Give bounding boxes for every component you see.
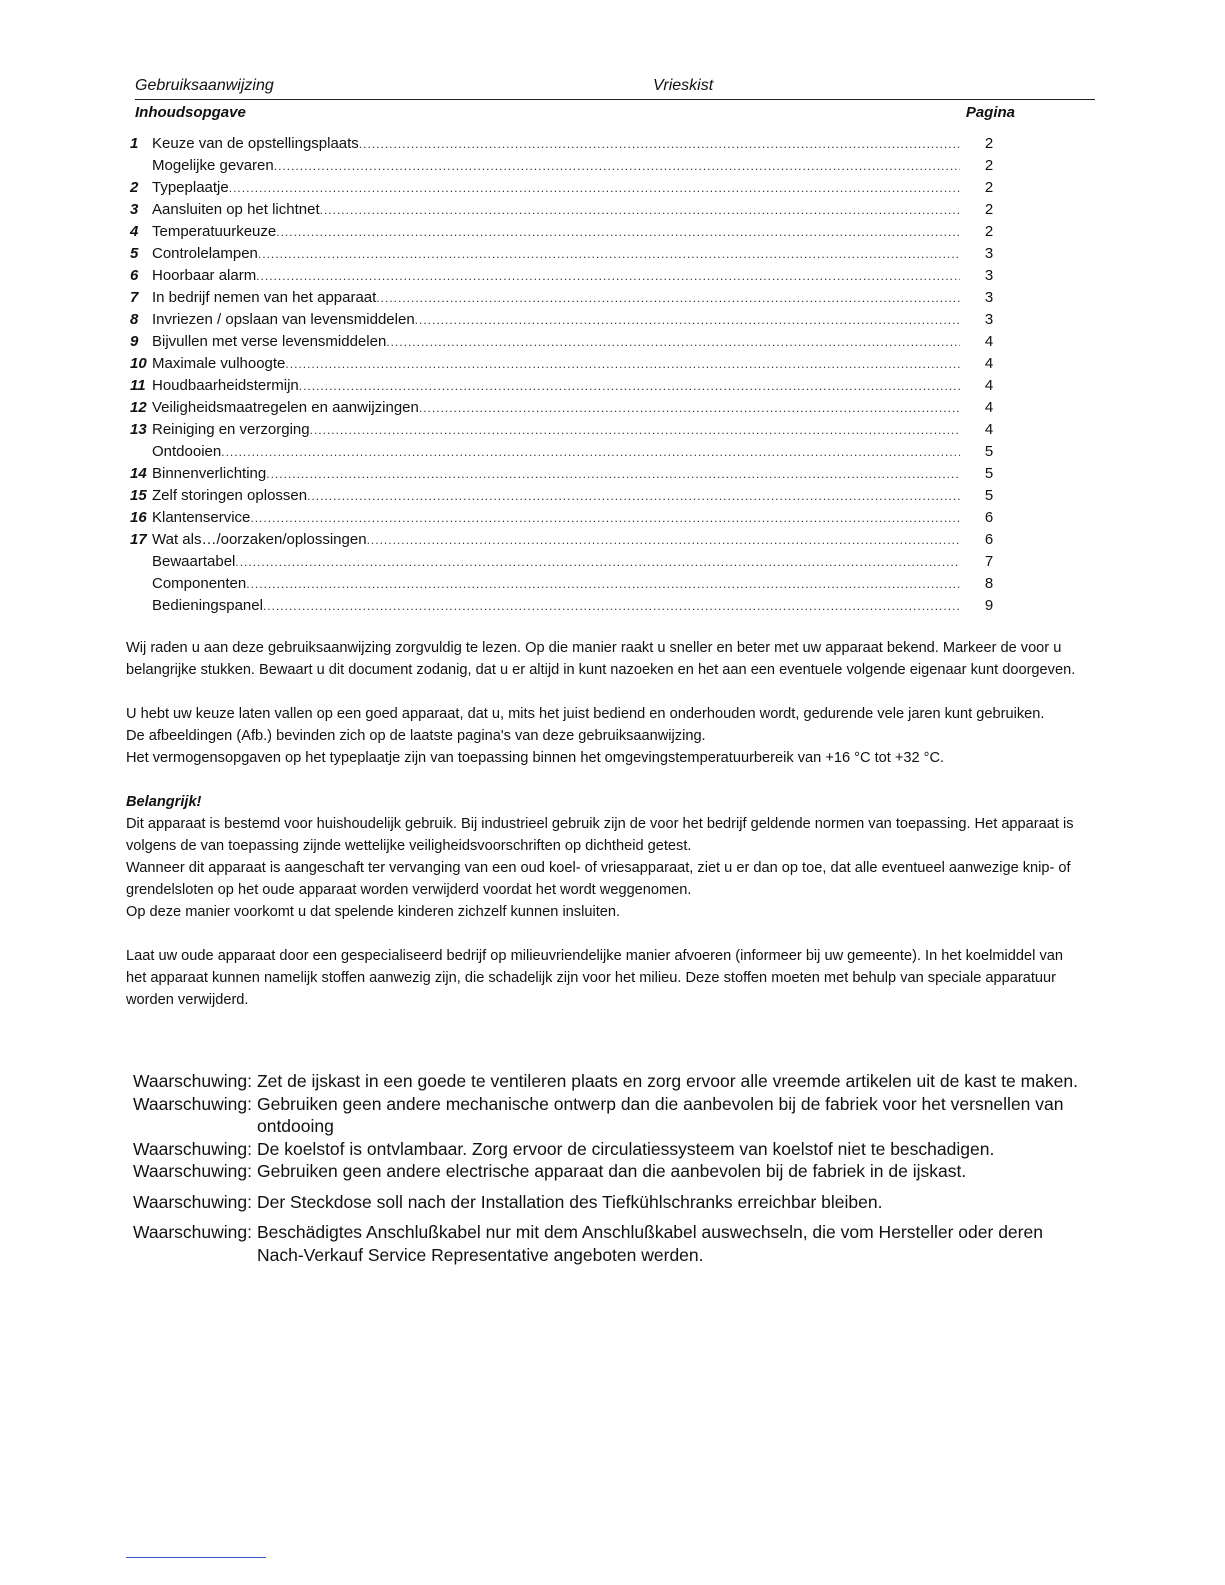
warning-text: Gebruiken geen andere mechanische ontwerp dan die aanbevolen bij de fabriek voor het versnellen van ontdooing — [256, 1093, 1064, 1136]
toc-dot-leader — [274, 159, 960, 173]
toc-dot-leader — [307, 489, 960, 503]
toc-dot-leader — [229, 181, 960, 195]
toc-dot-leader — [367, 533, 960, 547]
toc-dot-leader — [276, 225, 960, 239]
footnote-rule — [126, 1557, 266, 1558]
toc-entry-title: Invriezen / opslaan van levensmiddelen — [152, 311, 415, 328]
toc-entry-title: Componenten — [152, 575, 247, 592]
toc-entry — [130, 531, 1010, 553]
warning-item — [133, 1221, 1083, 1266]
toc-entry-page: 8 — [984, 575, 994, 592]
warning-text: Der Steckdose soll nach der Installation des Tiefkühlschranks erreichbar bleiben. — [256, 1191, 883, 1212]
toc-entry-title: Klantenservice — [152, 509, 251, 526]
toc-entry-page: 2 — [984, 179, 994, 196]
toc-entry-page: 5 — [984, 465, 994, 482]
toc-dot-leader — [359, 137, 960, 151]
toc-dot-leader — [320, 203, 960, 217]
header-product: Vrieskist — [653, 77, 714, 94]
toc-entry — [130, 311, 1010, 333]
toc-entry-page: 4 — [984, 355, 994, 372]
warning-label: Waarschuwing: — [133, 1071, 252, 1091]
product-sentence: U hebt uw keuze laten vallen op een goed apparaat, dat u, mits het juist bediend en onderhouden wordt, gedurende vele jaren kunt gebruiken. — [126, 706, 1045, 722]
toc-entry-title: Controlelampen — [152, 245, 258, 262]
toc-entry-title: Bewaartabel — [152, 553, 236, 570]
toc-entry-title: Maximale vulhoogte — [152, 355, 286, 372]
toc-dot-leader — [235, 555, 960, 569]
toc-entry-title: Reiniging en verzorging — [152, 421, 310, 438]
warning-item — [133, 1191, 1083, 1214]
toc-entry-page: 2 — [984, 223, 994, 240]
toc-entry-number: 5 — [130, 245, 139, 262]
warning-label: Waarschuwing: — [133, 1191, 252, 1212]
toc-entry-number: 3 — [130, 201, 139, 218]
toc-entry-number: 13 — [130, 421, 147, 438]
household-use-text: Dit apparaat is bestemd voor huishoudelijk gebruik. Bij industrieel gebruik zijn de voor het bedrijf geldende normen van toepassing. Het apparaat is volgens de van toepassing zijnde wettelijke veiligheidsvoorschriften op dichtheid getest. — [126, 816, 1074, 854]
page-header — [135, 77, 1095, 100]
toc-entry — [130, 465, 1010, 487]
toc-entry-title: Ontdooien — [152, 443, 222, 460]
toc-entry-page: 4 — [984, 421, 994, 438]
toc-entry — [130, 509, 1010, 531]
toc-entry-title: Typeplaatje — [152, 179, 229, 196]
toc-entry-page: 3 — [984, 289, 994, 306]
warning-text: Zet de ijskast in een goede te ventileren plaats en zorg ervoor alle vreemde artikelen uit de kast te maken. — [256, 1071, 1078, 1091]
toc-entry-number: 11 — [130, 377, 146, 394]
warning-text: Gebruiken geen andere electrische apparaat dan die aanbevolen bij de fabriek in de ijskast. — [256, 1161, 967, 1181]
toc-entry-title: Veiligheidsmaatregelen en aanwijzingen — [152, 399, 419, 416]
toc-entry — [130, 399, 1010, 421]
toc-entry-page: 7 — [984, 553, 994, 570]
warning-label: Waarschuwing: — [133, 1093, 252, 1114]
toc-entry-page: 9 — [984, 597, 994, 614]
warning-item — [133, 1093, 1083, 1138]
toc-entry — [130, 553, 1010, 575]
table-of-contents — [130, 135, 1010, 619]
toc-entry-page: 5 — [984, 487, 994, 504]
toc-dot-leader — [386, 335, 960, 349]
toc-entry-title: Mogelijke gevaren — [152, 157, 274, 174]
toc-dot-leader — [246, 577, 960, 591]
toc-entry — [130, 443, 1010, 465]
toc-dot-leader — [285, 357, 960, 371]
toc-dot-leader — [376, 291, 960, 305]
warning-label: Waarschuwing: — [133, 1161, 252, 1181]
toc-entry-page: 4 — [984, 333, 994, 350]
toc-entry-page: 4 — [984, 377, 994, 394]
warnings-section — [133, 1070, 1083, 1266]
toc-entry — [130, 421, 1010, 443]
toc-dot-leader — [258, 247, 960, 261]
toc-dot-leader — [299, 379, 960, 393]
toc-dot-leader — [250, 511, 960, 525]
toc-entry-title: Bijvullen met verse levensmiddelen — [152, 333, 387, 350]
toc-entry-title: Keuze van de opstellingsplaats — [152, 135, 359, 152]
toc-entry — [130, 377, 1010, 399]
toc-entry-page: 3 — [984, 245, 994, 262]
toc-entry-number: 2 — [130, 179, 139, 196]
toc-entry-number: 15 — [130, 487, 147, 504]
warning-text: Beschädigtes Anschlußkabel nur mit dem Anschlußkabel auswechseln, die vom Hersteller oder deren Nach-Verkauf Service Representative angeboten werden. — [256, 1222, 1043, 1265]
toc-dot-leader — [310, 423, 960, 437]
toc-entry-page: 6 — [984, 509, 994, 526]
toc-entry-page: 2 — [984, 157, 994, 174]
important-section — [126, 791, 1084, 923]
document-body — [126, 637, 1084, 1033]
toc-entry — [130, 223, 1010, 245]
warning-item — [133, 1160, 1083, 1183]
toc-entry-number: 8 — [130, 311, 139, 328]
toc-entry-page: 2 — [984, 135, 994, 152]
toc-entry-page: 3 — [984, 311, 994, 328]
toc-entry-title: Hoorbaar alarm — [152, 267, 257, 284]
toc-entry — [130, 157, 1010, 179]
product-paragraph — [126, 703, 1084, 769]
toc-entry-title: Binnenverlichting — [152, 465, 267, 482]
disposal-paragraph: Laat uw oude apparaat door een gespecialiseerd bedrijf op milieuvriendelijke manier afvoeren (informeer bij uw gemeente). In het koelmiddel van het apparaat kunnen namelijk stoffen aanwezig zijn, die schadelijk zijn voor het milieu. Deze stoffen moeten met behulp van speciale apparatuur worden verwijderd. — [126, 948, 1063, 1008]
toc-dot-leader — [263, 599, 960, 613]
toc-title: Inhoudsopgave — [135, 104, 246, 121]
figures-sentence: De afbeeldingen (Afb.) bevinden zich op de laatste pagina's van deze gebruiksaanwijzing. — [126, 728, 706, 744]
toc-entry-number: 7 — [130, 289, 139, 306]
toc-entry-number: 6 — [130, 267, 139, 284]
toc-entry-title: Temperatuurkeuze — [152, 223, 277, 240]
toc-entry — [130, 135, 1010, 157]
header-doc-type: Gebruiksaanwijzing — [135, 77, 274, 94]
toc-entry — [130, 245, 1010, 267]
toc-entry — [130, 289, 1010, 311]
toc-entry — [130, 179, 1010, 201]
toc-entry-number: 4 — [130, 223, 139, 240]
toc-dot-leader — [266, 467, 960, 481]
replacement-text: Wanneer dit apparaat is aangeschaft ter vervanging van een oud koel- of vriesapparaat, ziet u er dan op toe, dat alle eventueel aanwezige knip- of grendelsloten op het oude apparaat worden verwijderd voordat het wordt weggenomen. — [126, 860, 1071, 898]
toc-entry-title: In bedrijf nemen van het apparaat — [152, 289, 377, 306]
toc-entry — [130, 333, 1010, 355]
toc-heading — [135, 104, 1015, 126]
toc-entry-page: 6 — [984, 531, 994, 548]
children-text: Op deze manier voorkomt u dat spelende kinderen zichzelf kunnen insluiten. — [126, 904, 621, 920]
toc-entry — [130, 201, 1010, 223]
toc-entry-page: 3 — [984, 267, 994, 284]
intro-paragraph: Wij raden u aan deze gebruiksaanwijzing zorgvuldig te lezen. Op die manier raakt u sneller en beter met uw apparaat bekend. Markeer de voor u belangrijke stukken. Bewaart u dit document zodanig, dat u er altijd in kunt nazoeken en het aan een eventuele volgende eigenaar kunt doorgeven. — [126, 640, 1076, 678]
toc-entry-page: 2 — [984, 201, 994, 218]
toc-entry — [130, 355, 1010, 377]
warning-item — [133, 1138, 1083, 1161]
toc-entry-number: 16 — [130, 509, 147, 526]
warning-item — [133, 1070, 1083, 1093]
toc-entry — [130, 267, 1010, 289]
toc-dot-leader — [415, 313, 960, 327]
toc-entry-title: Zelf storingen oplossen — [152, 487, 308, 504]
toc-entry-title: Wat als…/oorzaken/oplossingen — [152, 531, 367, 548]
toc-entry-page: 4 — [984, 399, 994, 416]
toc-entry-title: Aansluiten op het lichtnet — [152, 201, 320, 218]
toc-entry-number: 10 — [130, 355, 147, 372]
toc-entry — [130, 487, 1010, 509]
toc-page-label: Pagina — [965, 104, 1015, 121]
toc-entry-number: 9 — [130, 333, 139, 350]
toc-dot-leader — [256, 269, 960, 283]
toc-entry-number: 12 — [130, 399, 147, 416]
toc-entry-page: 5 — [984, 443, 994, 460]
important-title: Belangrijk! — [126, 794, 202, 810]
toc-dot-leader — [419, 401, 960, 415]
toc-dot-leader — [221, 445, 960, 459]
toc-entry-number: 1 — [130, 135, 139, 152]
toc-entry-title: Houdbaarheidstermijn — [152, 377, 299, 394]
toc-entry — [130, 575, 1010, 597]
warning-label: Waarschuwing: — [133, 1222, 252, 1242]
toc-entry — [130, 597, 1010, 619]
toc-entry-number: 17 — [130, 531, 147, 548]
toc-entry-number: 14 — [130, 465, 147, 482]
toc-entry-title: Bedieningspanel — [152, 597, 263, 614]
warning-label: Waarschuwing: — [133, 1138, 252, 1159]
warning-text: De koelstof is ontvlambaar. Zorg ervoor de circulatiessysteem van koelstof niet te beschadigen. — [256, 1138, 995, 1159]
temperature-sentence: Het vermogensopgaven op het typeplaatje zijn van toepassing binnen het omgevingstemperatuurbereik van +16 °C tot +32 °C. — [126, 750, 945, 766]
